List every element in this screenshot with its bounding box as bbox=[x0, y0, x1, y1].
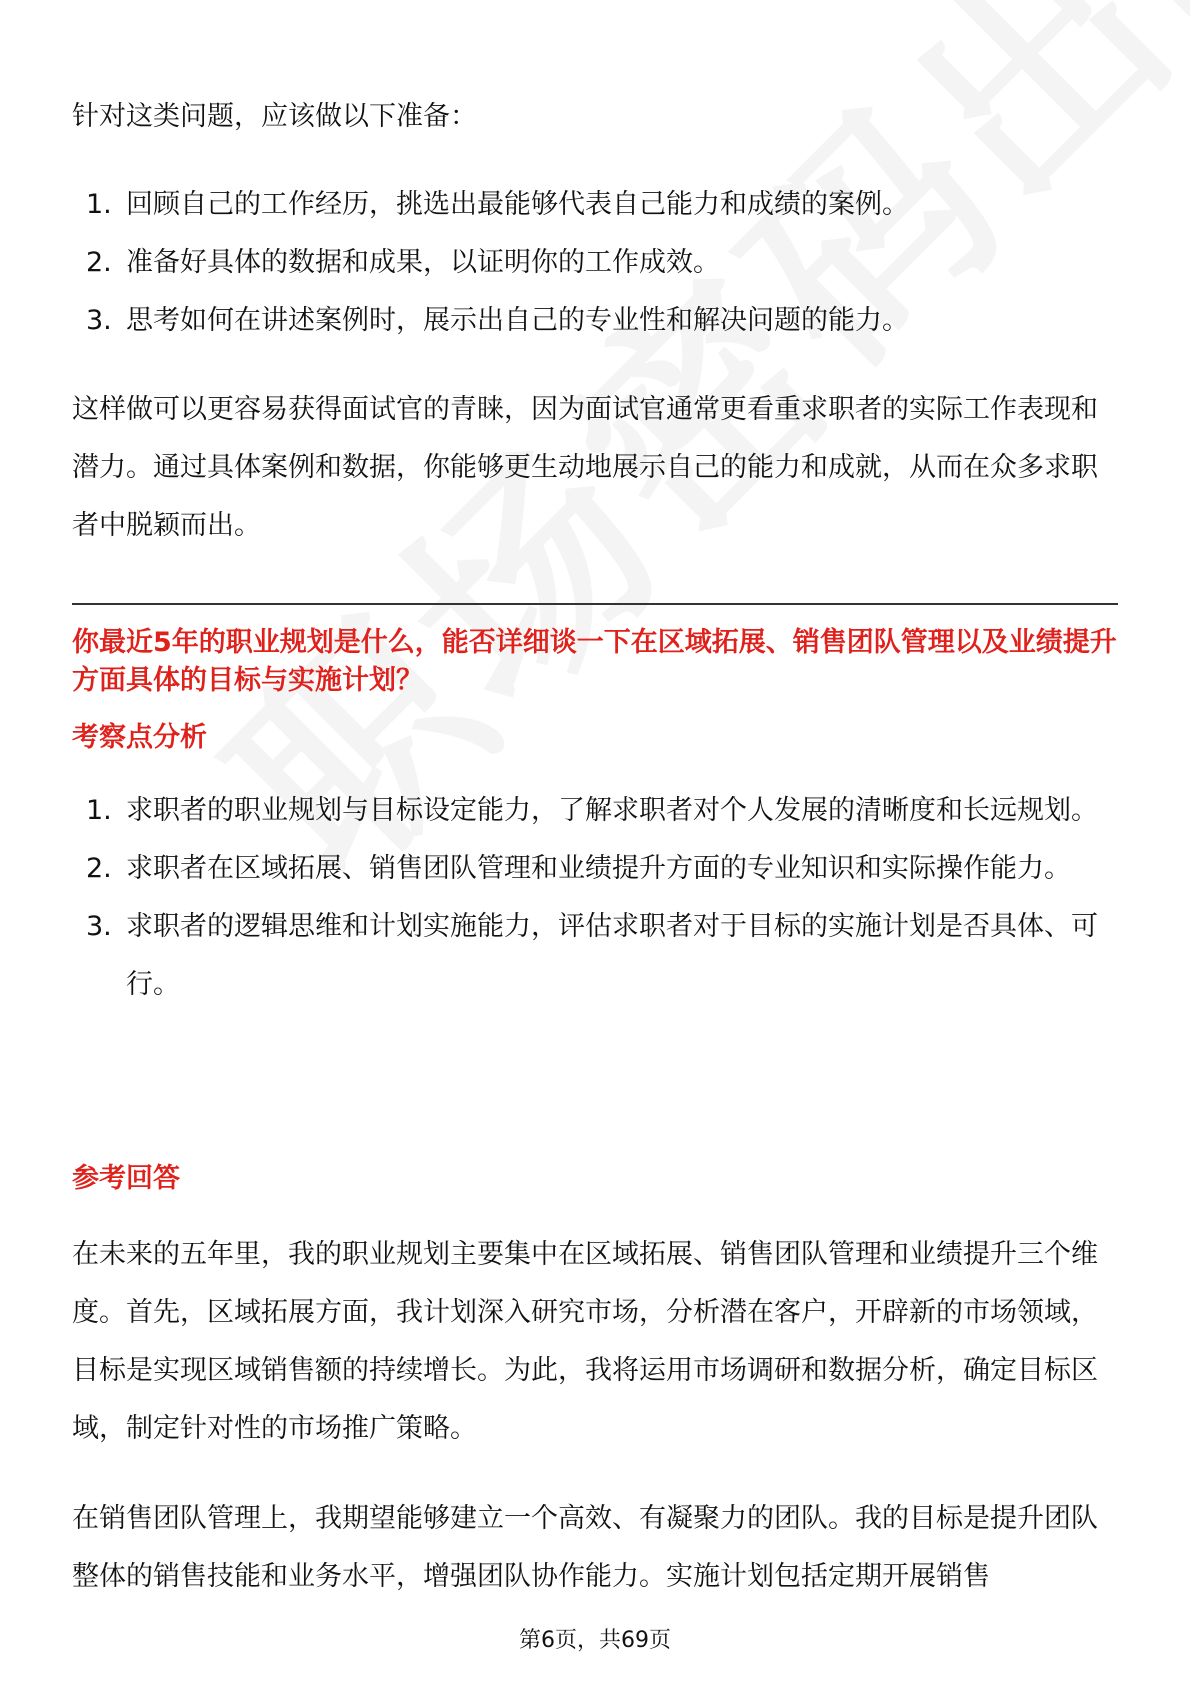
list-item-text: 准备好具体的数据和成果，以证明你的工作成效。 bbox=[126, 247, 720, 278]
list-item-text: 回顾自己的工作经历，挑选出最能够代表自己能力和成绩的案例。 bbox=[126, 189, 909, 220]
list-number: 2. bbox=[86, 853, 112, 884]
list-item-text: 思考如何在讲述案例时，展示出自己的专业性和解决问题的能力。 bbox=[126, 305, 909, 336]
summary-paragraph: 这样做可以更容易获得面试官的青睐，因为面试官通常更看重求职者的实际工作表现和潜力。通过具体案例和数据，你能够更生动地展示自己的能力和成就，从而在众多求职者中脱颖而出。 bbox=[72, 394, 1098, 541]
analysis-heading: 考察点分析 bbox=[72, 722, 207, 753]
list-number: 1. bbox=[86, 795, 112, 826]
list-item bbox=[72, 782, 1118, 840]
list-item-text: 求职者的职业规划与目标设定能力，了解求职者对个人发展的清晰度和长远规划。 bbox=[126, 795, 1098, 826]
intro-text: 针对这类问题，应该做以下准备： bbox=[72, 101, 477, 132]
answer-paragraph: 在未来的五年里，我的职业规划主要集中在区域拓展、销售团队管理和业绩提升三个维度。首先，区域拓展方面，我计划深入研究市场，分析潜在客户，开辟新的市场领域，目标是实现区域销售额的持续增长。为此，我将运用市场调研和数据分析，确定目标区域，制定针对性的市场推广策略。 bbox=[72, 1239, 1098, 1444]
list-item-text: 求职者在区域拓展、销售团队管理和业绩提升方面的专业知识和实际操作能力。 bbox=[126, 853, 1071, 884]
list-number: 1. bbox=[86, 189, 112, 220]
answer-heading: 参考回答 bbox=[72, 1163, 180, 1194]
list-item bbox=[72, 234, 1118, 292]
list-item bbox=[72, 840, 1118, 898]
list-number: 3. bbox=[86, 911, 112, 942]
list-item bbox=[72, 292, 1118, 350]
list-item bbox=[72, 176, 1118, 234]
page-footer: 第6页，共69页 bbox=[519, 1628, 671, 1653]
list-item bbox=[72, 898, 1118, 1014]
interview-question: 你最近5年的职业规划是什么，能否详细谈一下在区域拓展、销售团队管理以及业绩提升方面具体的目标与实施计划？ bbox=[72, 627, 1117, 696]
answer-paragraph: 在销售团队管理上，我期望能够建立一个高效、有凝聚力的团队。我的目标是提升团队整体的销售技能和业务水平，增强团队协作能力。实施计划包括定期开展销售 bbox=[72, 1503, 1098, 1592]
list-item-text: 求职者的逻辑思维和计划实施能力，评估求职者对于目标的实施计划是否具体、可行。 bbox=[126, 911, 1098, 1000]
section-divider bbox=[72, 603, 1118, 605]
list-number: 2. bbox=[86, 247, 112, 278]
prep-list bbox=[72, 176, 1118, 350]
analysis-list bbox=[72, 782, 1118, 1014]
list-number: 3. bbox=[86, 305, 112, 336]
document-page bbox=[72, 0, 1118, 1684]
